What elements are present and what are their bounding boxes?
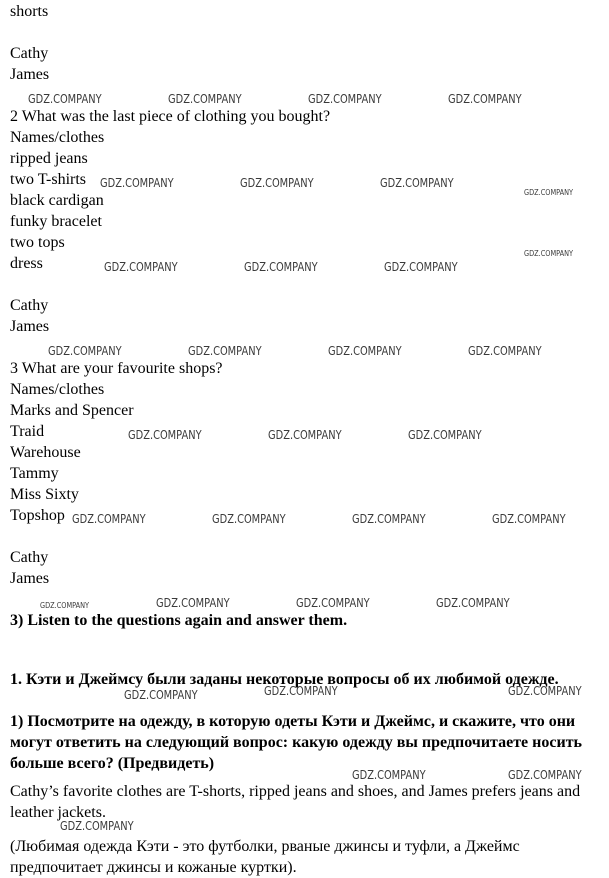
watermark: GDZ.COMPANY xyxy=(212,512,286,526)
text-line: James xyxy=(10,318,50,335)
watermark: GDZ.COMPANY xyxy=(156,596,230,610)
watermark: GDZ.COMPANY xyxy=(244,260,318,274)
text-line: Warehouse xyxy=(10,444,81,461)
text-line: Miss Sixty xyxy=(10,486,79,503)
watermark: GDZ.COMPANY xyxy=(384,260,458,274)
watermark: GDZ.COMPANY xyxy=(264,684,338,698)
text-line: James xyxy=(10,570,50,587)
watermark: GDZ.COMPANY xyxy=(240,176,314,190)
text-line: James xyxy=(10,66,50,83)
watermark: GDZ.COMPANY xyxy=(492,512,566,526)
watermark: GDZ.COMPANY xyxy=(48,344,122,358)
ru-heading: 1. Кэти и Джеймсу были заданы некоторые вопросы об их любимой одежде. xyxy=(10,671,559,688)
watermark: GDZ.COMPANY xyxy=(352,512,426,526)
text-line: Traid xyxy=(10,423,45,440)
text-line: shorts xyxy=(10,3,49,20)
text-line: Marks and Spencer xyxy=(10,402,134,419)
watermark: GDZ.COMPANY xyxy=(408,428,482,442)
watermark: GDZ.COMPANY xyxy=(168,92,242,106)
watermark: GDZ.COMPANY xyxy=(448,92,522,106)
watermark: GDZ.COMPANY xyxy=(124,688,198,702)
text-line: Names/clothes xyxy=(10,381,105,398)
watermark: GDZ.COMPANY xyxy=(524,249,574,258)
text-line: ripped jeans xyxy=(10,150,88,167)
watermark: GDZ.COMPANY xyxy=(296,596,370,610)
watermark: GDZ.COMPANY xyxy=(352,768,426,782)
text-line: Names/clothes xyxy=(10,129,105,146)
ru-task-1: 1) Посмотрите на одежду, в которую одеты Кэти и Джеймс, и скажите, что они могут ответить на следующий вопрос: какую одежду вы предпочитаете носить больше всего? (Предвидеть) xyxy=(10,713,583,772)
watermark: GDZ.COMPANY xyxy=(308,92,382,106)
watermark: GDZ.COMPANY xyxy=(524,188,574,197)
text-line: dress xyxy=(10,255,43,272)
question-2: 2 What was the last piece of clothing you bought? xyxy=(10,108,331,125)
watermark: GDZ.COMPANY xyxy=(380,176,454,190)
text-line: Cathy xyxy=(10,45,49,62)
watermark: GDZ.COMPANY xyxy=(508,684,582,698)
text-line: two tops xyxy=(10,234,65,251)
watermark: GDZ.COMPANY xyxy=(28,92,102,106)
text-line: Cathy xyxy=(10,549,49,566)
watermark: GDZ.COMPANY xyxy=(468,344,542,358)
watermark: GDZ.COMPANY xyxy=(128,428,202,442)
watermark: GDZ.COMPANY xyxy=(72,512,146,526)
text-line: funky bracelet xyxy=(10,213,102,230)
task-3-heading: 3) Listen to the questions again and answer them. xyxy=(10,612,348,629)
watermark: GDZ.COMPANY xyxy=(268,428,342,442)
text-line: Tammy xyxy=(10,465,59,482)
text-line: black cardigan xyxy=(10,192,104,209)
watermark: GDZ.COMPANY xyxy=(328,344,402,358)
watermark: GDZ.COMPANY xyxy=(100,176,174,190)
watermark: GDZ.COMPANY xyxy=(40,601,90,610)
text-line: two T-shirts xyxy=(10,171,87,188)
text-line: Topshop xyxy=(10,507,65,524)
question-3: 3 What are your favourite shops? xyxy=(10,360,223,377)
watermark: GDZ.COMPANY xyxy=(60,819,134,833)
watermark: GDZ.COMPANY xyxy=(104,260,178,274)
answer-ru: (Любимая одежда Кэти - это футболки, рваные джинсы и туфли, а Джеймс предпочитает джинсы и кожаные куртки). xyxy=(10,838,520,876)
text-line: Cathy xyxy=(10,297,49,314)
answer-en: Cathy’s favorite clothes are T-shorts, ripped jeans and shoes, and James prefers jeans and leather jackets. xyxy=(10,783,581,821)
watermark: GDZ.COMPANY xyxy=(508,768,582,782)
watermark: GDZ.COMPANY xyxy=(188,344,262,358)
watermark: GDZ.COMPANY xyxy=(436,596,510,610)
